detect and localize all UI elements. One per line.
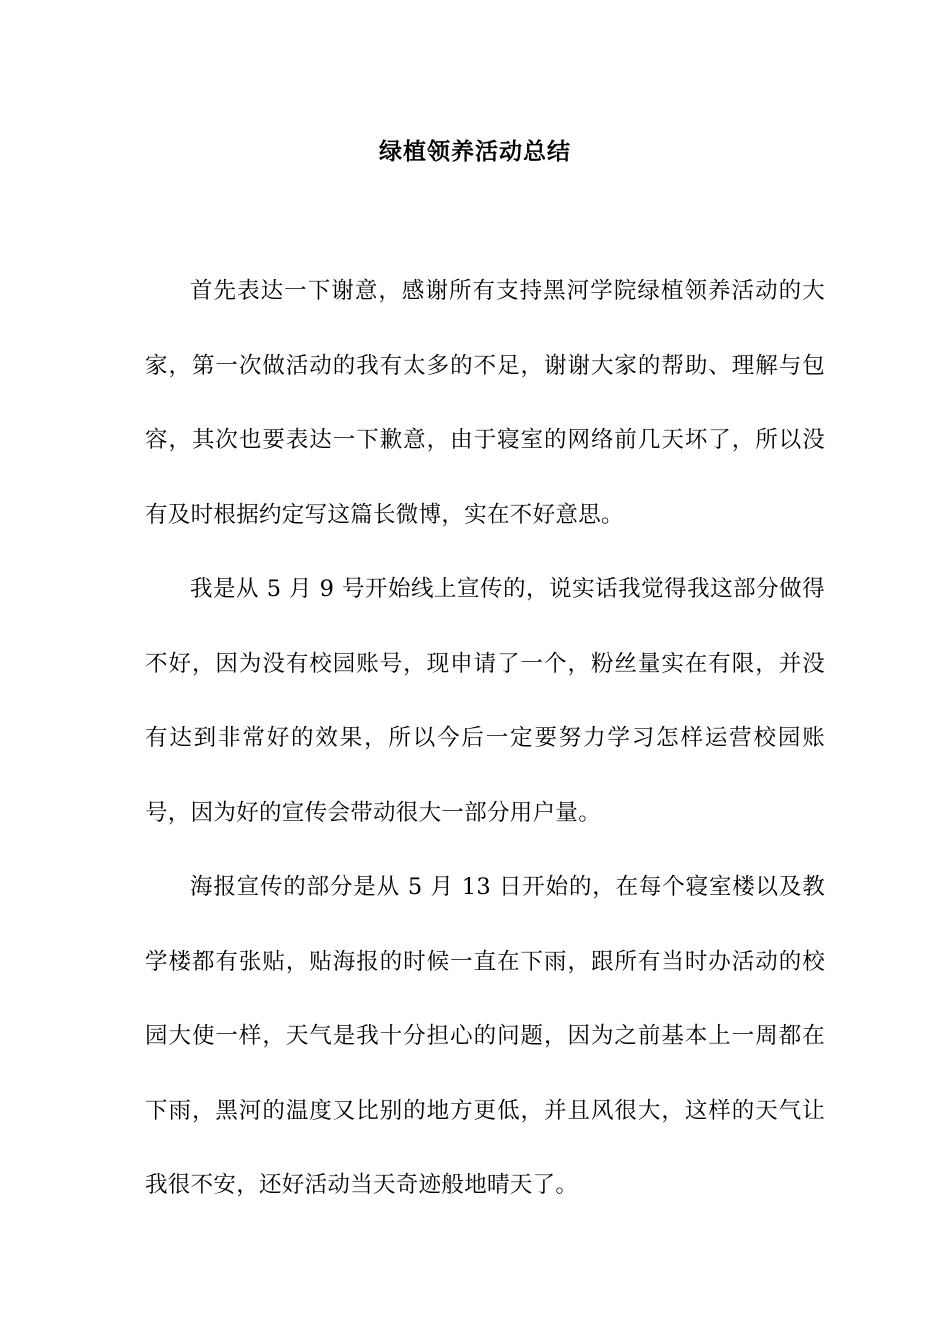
- paragraph-1: 首先表达一下谢意，感谢所有支持黑河学院绿植领养活动的大家，第一次做活动的我有太多的不足，谢谢大家的帮助、理解与包容，其次也要表达一下歉意，由于寝室的网络前几天坏了，所以没有及时根据约定写这篇长微博，实在不好意思。: [145, 278, 825, 528]
- document-body: [145, 254, 825, 1223]
- document-title: 绿植领养活动总结: [379, 138, 571, 165]
- paragraph-3: 海报宣传的部分是从 5 月 13 日开始的，在每个寝室楼以及教学楼都有张贴，贴海报的时候一直在下雨，跟所有当时办活动的校园大使一样，天气是我十分担心的问题，因为之前基本上一周都在下雨，黑河的温度又比别的地方更低，并且风很大，这样的天气让我很不安，还好活动当天奇迹般地晴天了。: [145, 874, 825, 1198]
- paragraph-2: 我是从 5 月 9 号开始线上宣传的，说实话我觉得我这部分做得不好，因为没有校园账号，现申请了一个，粉丝量实在有限，并没有达到非常好的效果，所以今后一定要努力学习怎样运营校园账号，因为好的宣传会带动很大一部分用户量。: [145, 576, 825, 826]
